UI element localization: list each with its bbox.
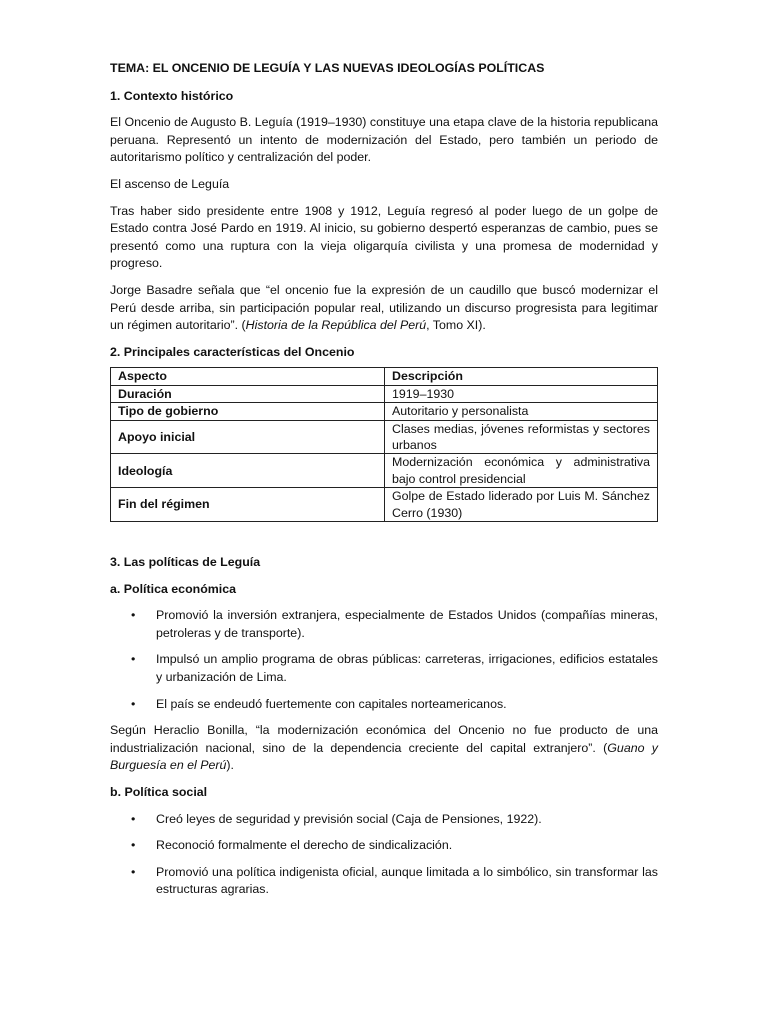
table-cell-aspect: Apoyo inicial <box>111 420 385 454</box>
table-cell-description: Modernización económica y administrativa bajo control presidencial <box>385 454 658 488</box>
subheading-ascenso: El ascenso de Leguía <box>110 176 230 191</box>
subsection-a-heading: a. Política económica <box>110 581 237 596</box>
table-row <box>111 403 658 420</box>
basadre-book-title: Historia de la República del Perú <box>245 318 427 333</box>
table-row <box>111 385 658 402</box>
table-cell-description: Golpe de Estado liderado por Luis M. Sánchez Cerro (1930) <box>385 488 658 522</box>
paragraph-bonilla-quote <box>110 722 658 775</box>
table-header-aspecto: Aspecto <box>111 368 385 385</box>
paragraph-context: El Oncenio de Augusto B. Leguía (1919–1930) constituye una etapa clave de la historia republicana peruana. Representó un intento de modernización del Estado, pero también un periodo de autoritarismo político y centralización del poder. <box>110 115 658 165</box>
document-title: TEMA: EL ONCENIO DE LEGUÍA Y LAS NUEVAS IDEOLOGÍAS POLÍTICAS <box>110 61 545 75</box>
table-cell-aspect: Fin del régimen <box>111 488 385 522</box>
section-3-heading: 3. Las políticas de Leguía <box>110 554 261 569</box>
bonilla-quote-text: Según Heraclio Bonilla, “la modernización económica del Oncenio no fue producto de una industrialización nacional, sino de la dependencia creciente del capital extranjero”. ( <box>110 723 658 755</box>
table-cell-aspect: Duración <box>111 385 385 402</box>
paragraph-basadre-quote <box>110 282 658 335</box>
economic-policy-list <box>110 607 658 713</box>
section-2-heading: 2. Principales características del Oncenio <box>110 344 355 359</box>
basadre-quote-text: Jorge Basadre señala que “el oncenio fue la expresión de un caudillo que buscó modernizar el Perú desde arriba, sin participación popular real, utilizando un discurso progresista para legitimar un régimen autoritario”. ( <box>110 282 658 333</box>
list-item: • Creó leyes de seguridad y previsión social (Caja de Pensiones, 1922). <box>110 811 658 829</box>
table-header-descripcion: Descripción <box>385 368 658 385</box>
social-policy-list <box>110 811 658 899</box>
table-row <box>111 420 658 454</box>
section-1-heading: 1. Contexto histórico <box>110 88 234 103</box>
table-header-row <box>111 368 658 385</box>
table-cell-description: Autoritario y personalista <box>385 403 658 420</box>
bonilla-book-title: Guano y Burguesía en el Perú <box>110 740 658 773</box>
list-item: • El país se endeudó fuertemente con capitales norteamericanos. <box>110 696 658 714</box>
list-item: • Promovió la inversión extranjera, especialmente de Estados Unidos (compañías mineras, petroleras y de transporte). <box>110 607 658 642</box>
list-item: • Promovió una política indigenista oficial, aunque limitada a lo simbólico, sin transformar las estructuras agrarias. <box>110 864 658 899</box>
table-cell-aspect: Ideología <box>111 454 385 488</box>
document-page <box>110 60 658 908</box>
table-row <box>111 488 658 522</box>
table-cell-description: 1919–1930 <box>385 385 658 402</box>
list-item: • Reconoció formalmente el derecho de sindicalización. <box>110 837 658 855</box>
list-item: • Impulsó un amplio programa de obras públicas: carreteras, irrigaciones, edificios estatales y urbanización de Lima. <box>110 651 658 686</box>
bonilla-quote-end: ). <box>226 758 234 773</box>
table-cell-description: Clases medias, jóvenes reformistas y sectores urbanos <box>385 420 658 454</box>
basadre-quote-end: , Tomo XI). <box>426 318 486 333</box>
table-cell-aspect: Tipo de gobierno <box>111 403 385 420</box>
subsection-b-heading: b. Política social <box>110 784 208 799</box>
table-row <box>111 454 658 488</box>
paragraph-ascenso: Tras haber sido presidente entre 1908 y 1912, Leguía regresó al poder luego de un golpe de Estado contra José Pardo en 1919. Al inicio, su gobierno despertó esperanzas de cambio, pues se presentó como una ruptura con la vieja oligarquía civilista y una promesa de modernidad y progreso. <box>110 203 658 271</box>
characteristics-table <box>110 367 658 522</box>
